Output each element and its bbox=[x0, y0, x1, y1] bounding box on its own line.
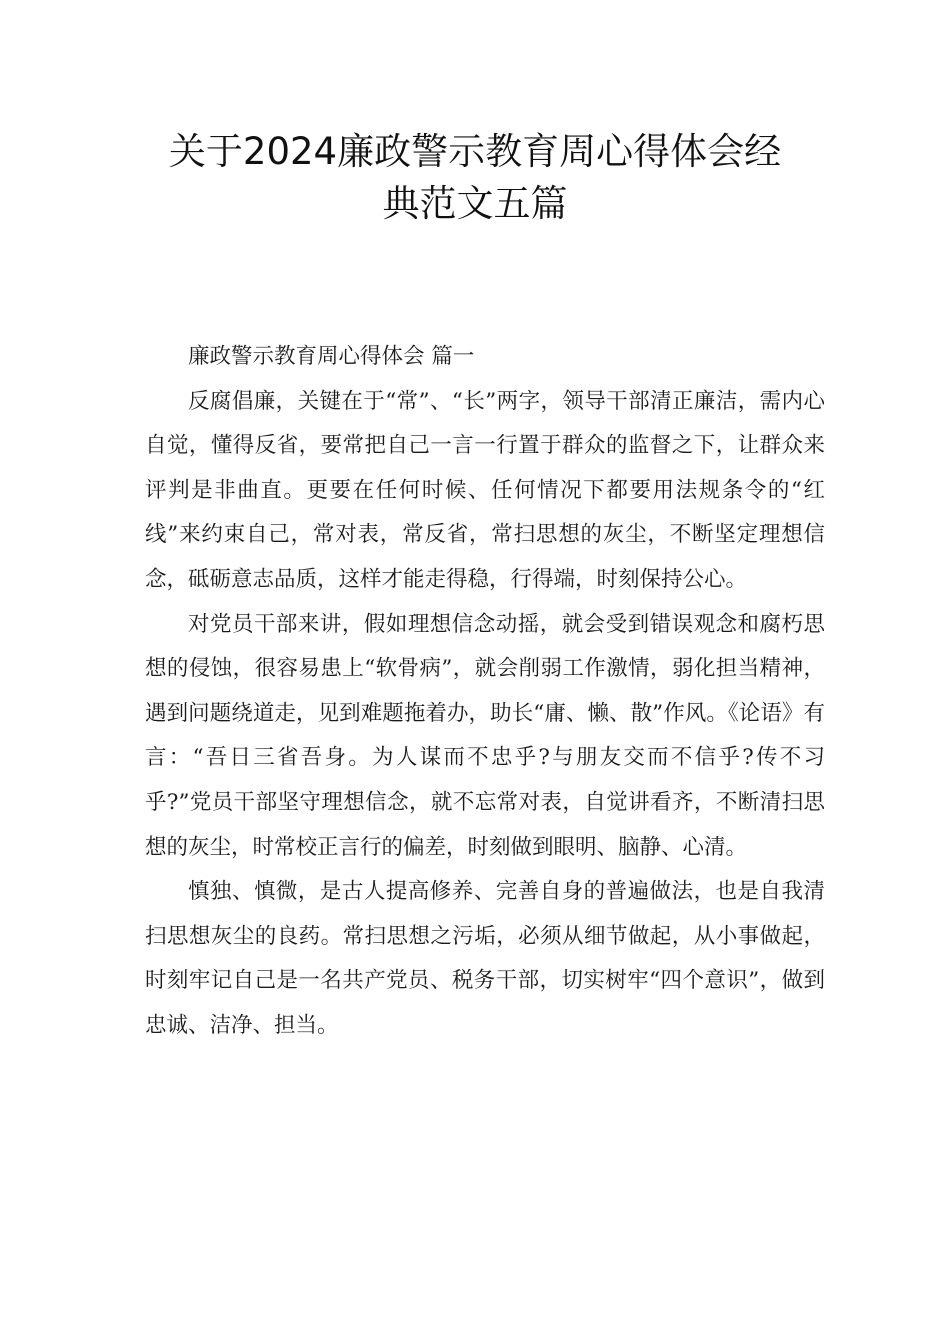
title-line-2: 典范文五篇 bbox=[382, 182, 568, 225]
paragraph-3: 慎独、慎微，是古人提高修养、完善自身的普遍做法，也是自我清扫思想灰尘的良药。常扫思想之污垢，必须从细节做起，从小事做起，时刻牢记自己是一名共产党员、税务干部，切实树牢“四个意识”，做到忠诚、洁净、担当。 bbox=[145, 879, 825, 1038]
section-heading: 廉政警示教育周心得体会 篇一 bbox=[188, 344, 475, 369]
paragraph-1: 反腐倡廉，关键在于“常”、“长”两字，领导干部清正廉洁，需内心自觉，懂得反省，要常把自己一言一行置于群众的监督之下，让群众来评判是非曲直。更要在任何时候、任何情况下都要用法规条令的“红线”来约束自己，常对表，常反省，常扫思想的灰尘，不断坚定理想信念，砥砺意志品质，这样才能走得稳，行得端，时刻保持公心。 bbox=[145, 388, 825, 592]
paragraph-2: 对党员干部来讲，假如理想信念动摇，就会受到错误观念和腐朽思想的侵蚀，很容易患上“软骨病”，就会削弱工作激情，弱化担当精神，遇到问题绕道走，见到难题拖着办，助长“庸、懒、散”作风。《论语》有言：“吾日三省吾身。为人谋而不忠乎?与朋友交而不信乎?传不习乎?”党员干部坚守理想信念，就不忘常对表，自觉讲看齐，不断清扫思想的灰尘，时常校正言行的偏差，时刻做到眼明、脑静、心清。 bbox=[145, 611, 825, 860]
title-line-1: 关于2024廉政警示教育周心得体会经 bbox=[168, 130, 782, 173]
document-body bbox=[145, 335, 825, 1049]
document-title bbox=[0, 126, 950, 230]
